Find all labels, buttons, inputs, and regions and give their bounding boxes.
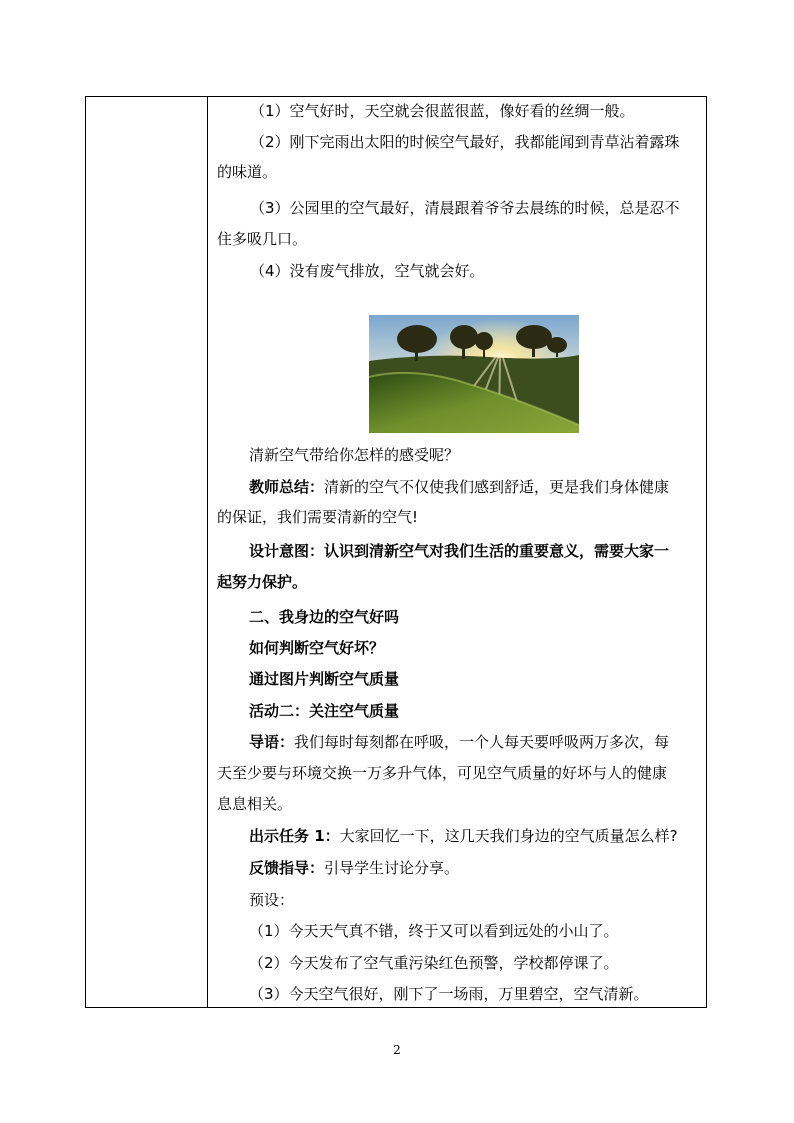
- intro-cont-1: 天至少要与环境交换一万多升气体，可见空气质量的好坏与人的健康: [217, 764, 668, 782]
- design-intent: 设计意图：认识到清新空气对我们生活的重要意义，需要大家一: [249, 542, 670, 560]
- feedback-text: 引导学生讨论分享。: [324, 859, 460, 877]
- design-intent-cont: 起努力保护。: [217, 573, 308, 591]
- task-1: [249, 826, 678, 846]
- preset-item-4: （4）没有废气排放，空气就会好。: [250, 262, 485, 280]
- question-text: 清新空气带给你怎样的感受呢？: [249, 446, 460, 464]
- task-1-label: 出示任务 1：: [249, 827, 340, 845]
- section-2-title: 二、我身边的空气好吗: [249, 608, 400, 626]
- intro-cont-2: 息息相关。: [217, 795, 293, 813]
- content-cell: [208, 97, 706, 1007]
- preset-label: 预设：: [249, 891, 295, 909]
- preset-item-3: （3）公园里的空气最好，清晨跟着爷爷去晨练的时候，总是忍不: [250, 199, 680, 217]
- task-1-text: 大家回忆一下，这几天我们身边的空气质量怎么样?: [339, 827, 678, 845]
- preset-bottom-1: （1）今天天气真不错，终于又可以看到远处的小山了。: [249, 922, 619, 940]
- judge-by-pictures: 通过图片判断空气质量: [249, 670, 400, 688]
- teacher-summary-label: 教师总结：: [249, 478, 325, 496]
- intro-text: 我们每时每刻都在呼吸，一个人每天要呼吸两万多次，每: [294, 733, 670, 751]
- activity-2-title: 活动二：关注空气质量: [249, 702, 400, 720]
- sunrise-meadow-photo: [369, 315, 579, 433]
- preset-bottom-3: （3）今天空气很好，刚下了一场雨，万里碧空，空气清新。: [249, 985, 649, 1003]
- preset-item-2-cont: 的味道。: [217, 163, 278, 181]
- intro-label: 导语：: [249, 733, 295, 751]
- teacher-summary: [249, 477, 669, 497]
- intro: [249, 732, 669, 752]
- preset-bottom-2: （2）今天发布了空气重污染红色预警，学校都停课了。: [249, 954, 619, 972]
- preset-item-2: （2）刚下完雨出太阳的时候空气最好，我都能闻到青草沾着露珠: [250, 133, 680, 151]
- feedback-label: 反馈指导：: [249, 859, 325, 877]
- lesson-table: [85, 96, 707, 1008]
- page-number: 2: [393, 1043, 401, 1057]
- preset-item-1: （1）空气好时，天空就会很蓝很蓝，像好看的丝绸一般。: [250, 102, 635, 120]
- teacher-summary-text: 清新的空气不仅使我们感到舒适，更是我们身体健康: [324, 478, 670, 496]
- preset-item-3-cont: 住多吸几口。: [217, 230, 308, 248]
- feedback: [249, 858, 459, 878]
- judge-air-heading: 如何判断空气好坏？: [249, 639, 385, 657]
- teacher-summary-cont: 的保证，我们需要清新的空气!: [217, 508, 419, 526]
- sunrise-meadow-image: [369, 315, 579, 433]
